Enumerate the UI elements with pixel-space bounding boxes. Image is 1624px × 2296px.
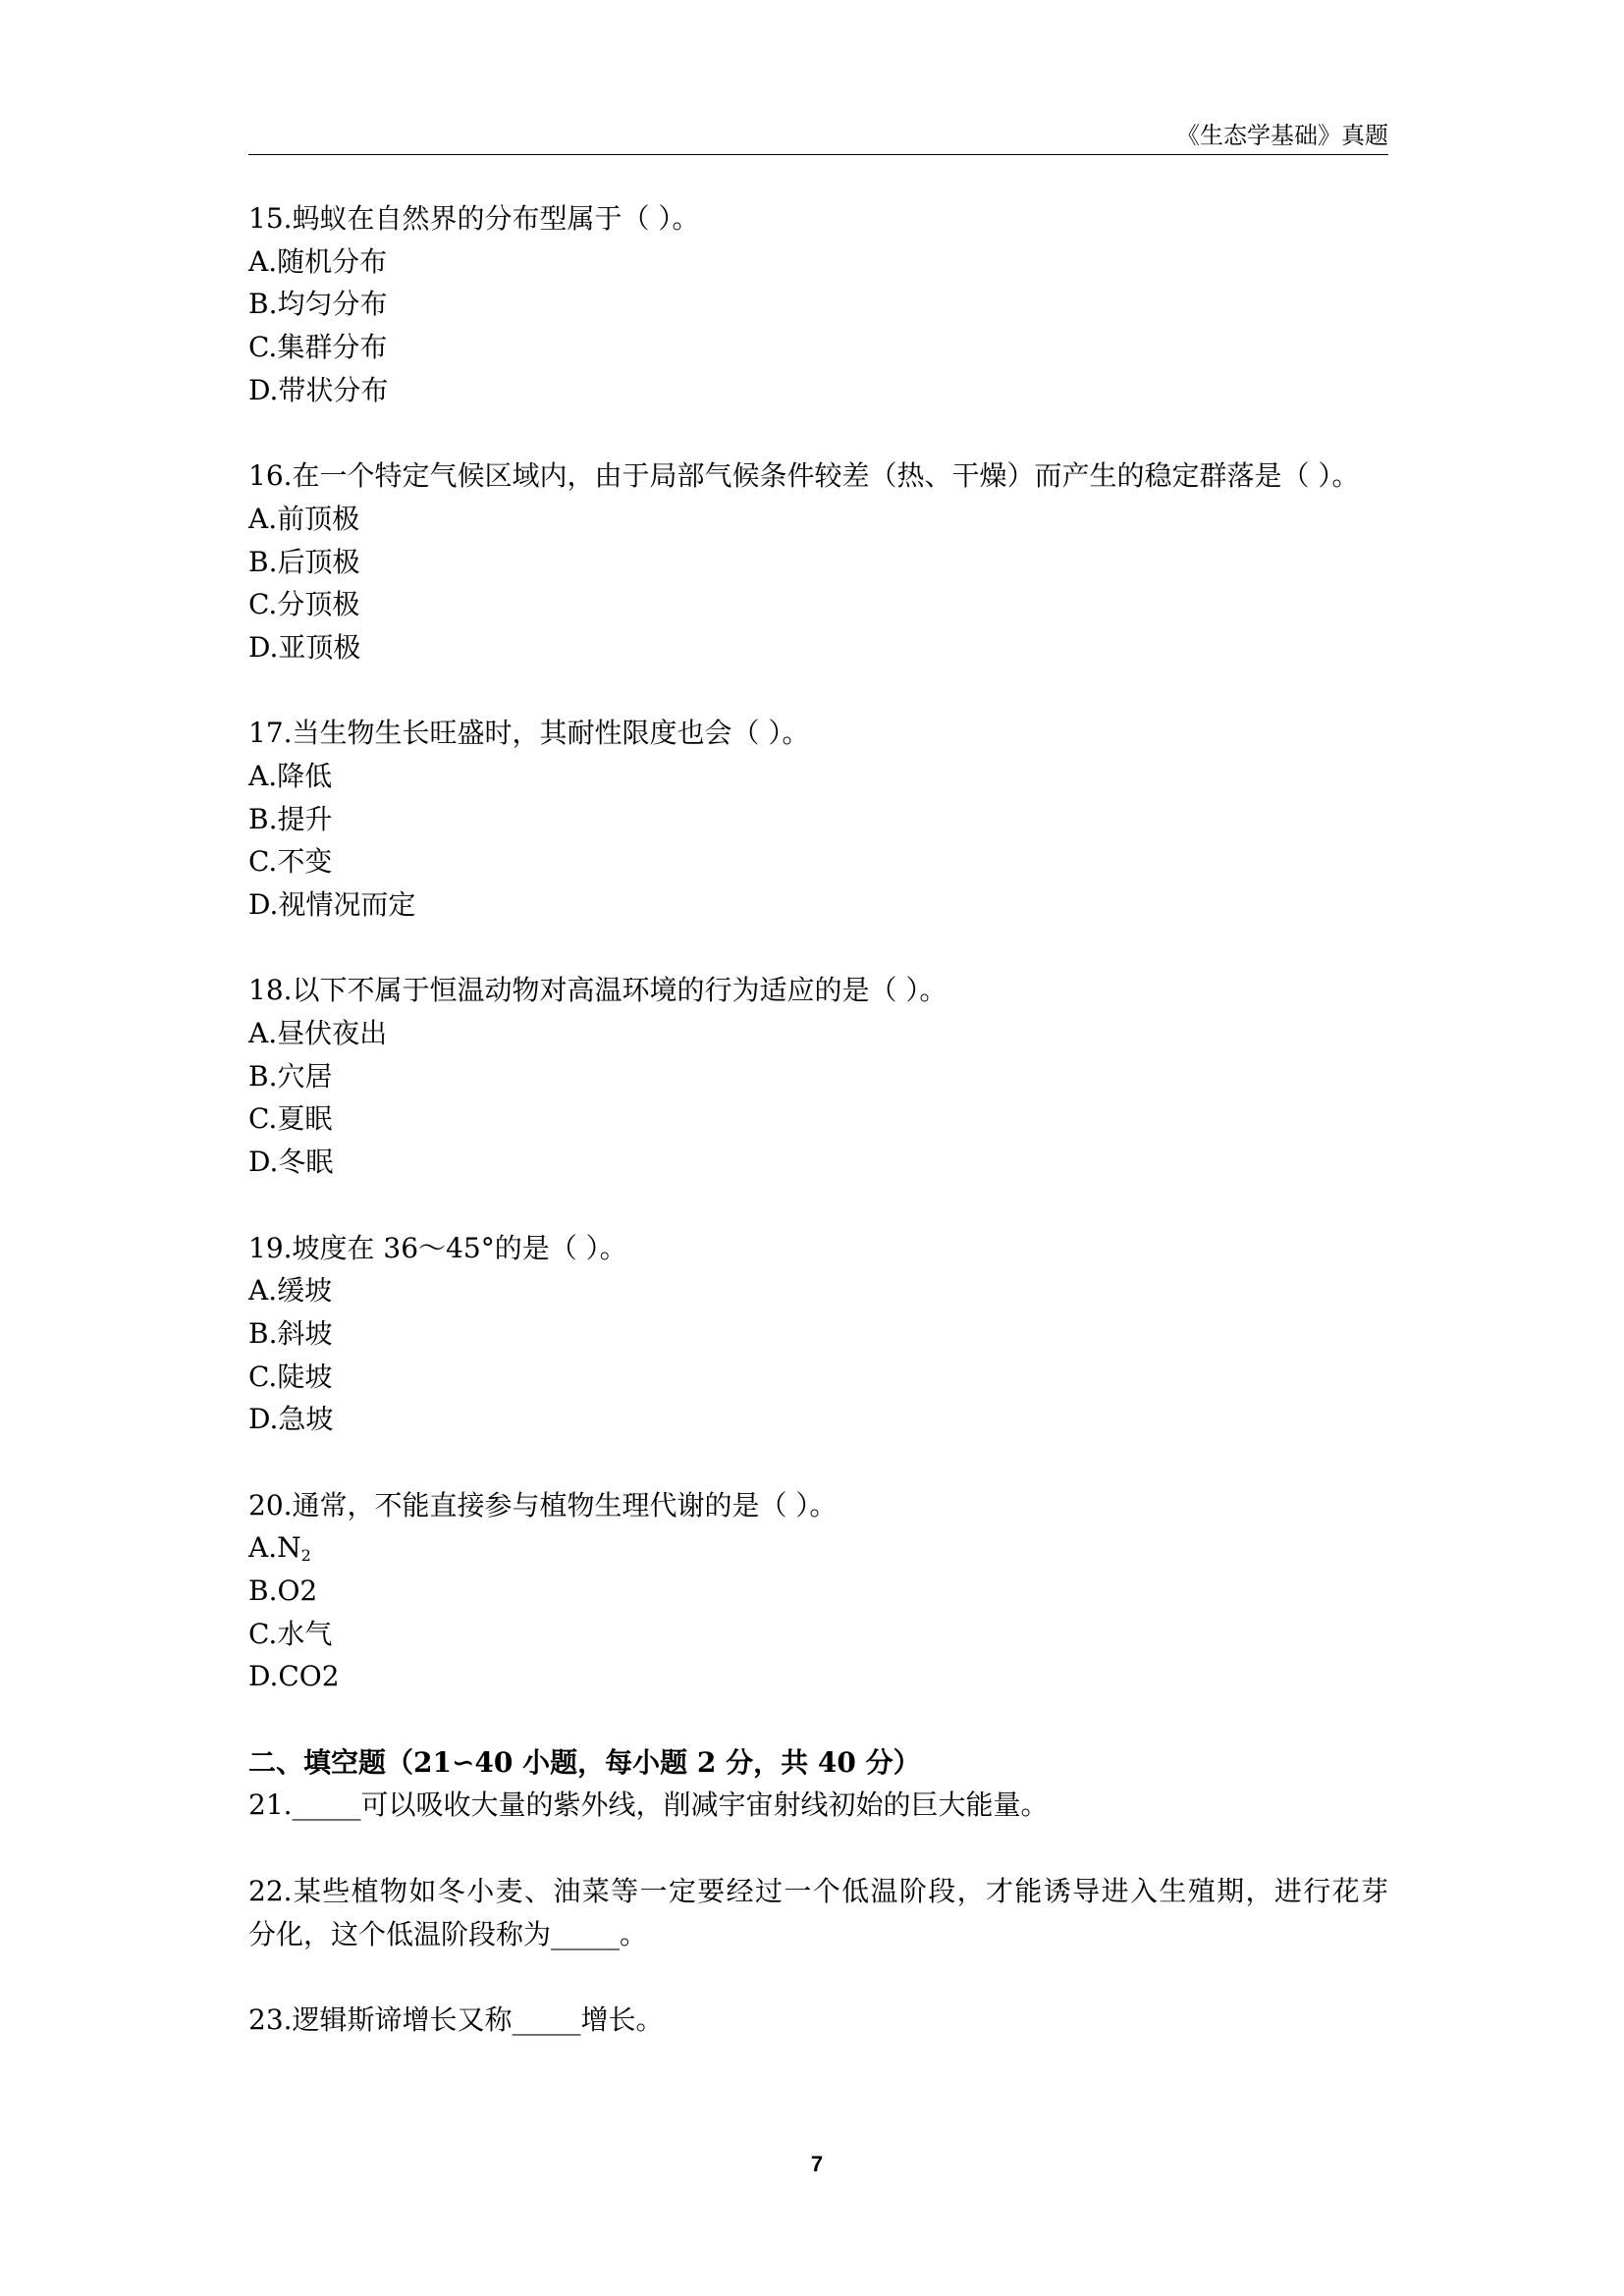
option-a	[248, 1526, 1388, 1570]
option-b: B.后顶极	[248, 545, 360, 578]
option-a: A.前顶极	[248, 502, 360, 535]
option-c: C.夏眠	[248, 1102, 333, 1136]
option-a-text: A.N	[248, 1531, 301, 1565]
option-d: D.带状分布	[248, 373, 389, 406]
option-a: A.降低	[248, 759, 333, 792]
fill-blank-22	[248, 1870, 1388, 1955]
option-c: C.集群分布	[248, 331, 388, 364]
option-d: D.视情况而定	[248, 888, 416, 921]
option-c: C.陡坡	[248, 1360, 333, 1393]
option-d: D.CO2	[248, 1660, 340, 1693]
fill-blank-line: 分化，这个低温阶段称为_____。	[248, 1917, 648, 1950]
question-20	[248, 1484, 1388, 1698]
option-c: C.分顶极	[248, 588, 360, 621]
option-b: B.穴居	[248, 1059, 333, 1093]
question-16	[248, 454, 1388, 668]
fill-blank-line: 23.逻辑斯谛增长又称_____增长。	[248, 2002, 664, 2036]
fill-blank-23	[248, 1999, 1388, 2042]
option-b: B.均匀分布	[248, 288, 388, 321]
question-stem: 17.当生物生长旺盛时，其耐性限度也会（ ）。	[248, 717, 810, 750]
question-stem: 20.通常，不能直接参与植物生理代谢的是（ ）。	[248, 1488, 838, 1522]
option-a: A.随机分布	[248, 244, 388, 278]
section-heading: 二、填空题（21∽40 小题，每小题 2 分，共 40 分）	[248, 1745, 921, 1779]
question-19	[248, 1227, 1388, 1441]
question-stem: 16.在一个特定气候区域内，由于局部气候条件较差（热、干燥）而产生的稳定群落是（ ）。	[248, 459, 1360, 493]
option-c: C.不变	[248, 845, 333, 879]
option-a-subscript: 2	[300, 1546, 311, 1566]
option-b: B.斜坡	[248, 1316, 333, 1350]
option-d: D.亚顶极	[248, 630, 361, 664]
fill-blank-line: 21._____可以吸收大量的紫外线，削减宇宙射线初始的巨大能量。	[248, 1789, 1049, 1822]
question-15	[248, 197, 1388, 411]
fill-blank-line: 22.某些植物如冬小麦、油菜等一定要经过一个低温阶段，才能诱导进入生殖期，进行花芽	[248, 1874, 1388, 1907]
option-a: A.缓坡	[248, 1274, 333, 1308]
question-stem: 19.坡度在 36～45°的是（ ）。	[248, 1231, 627, 1264]
option-d: D.急坡	[248, 1403, 334, 1436]
option-b: B.O2	[248, 1575, 318, 1607]
option-c: C.水气	[248, 1617, 333, 1650]
header-rule	[248, 154, 1388, 155]
question-18	[248, 969, 1388, 1183]
page-content	[248, 197, 1388, 2084]
question-stem: 18.以下不属于恒温动物对高温环境的行为适应的是（ ）。	[248, 974, 947, 1007]
page-number: 7	[810, 2152, 824, 2176]
fill-blank-21	[248, 1784, 1388, 1827]
question-stem: 15.蚂蚁在自然界的分布型属于（ ）。	[248, 202, 700, 235]
question-17	[248, 712, 1388, 926]
option-d: D.冬眠	[248, 1146, 334, 1179]
option-b: B.提升	[248, 802, 333, 835]
option-a: A.昼伏夜出	[248, 1017, 388, 1050]
page-header-title: 《生态学基础》真题	[1176, 122, 1388, 149]
